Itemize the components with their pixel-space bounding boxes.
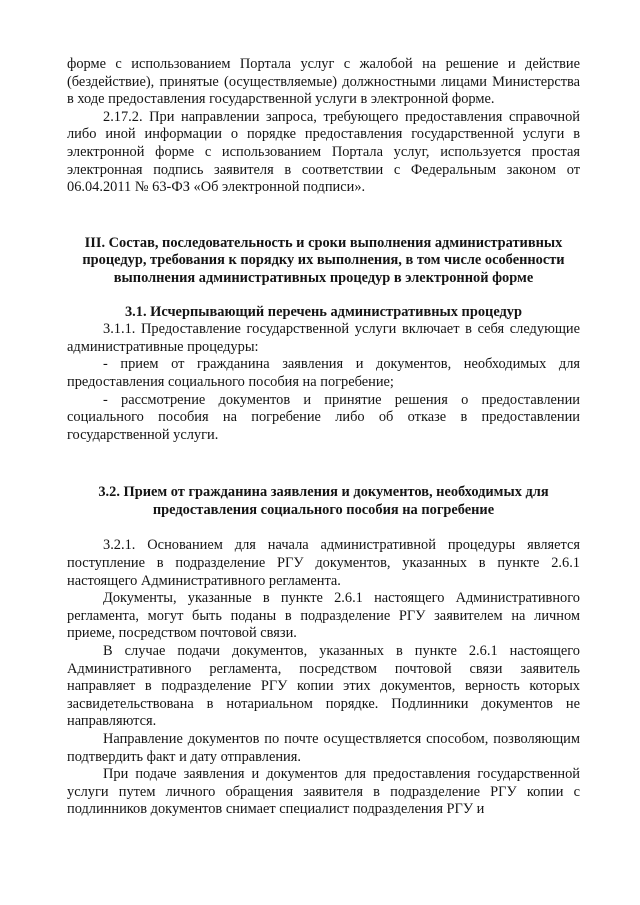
list-item-procedure-1: - прием от гражданина заявления и документов, необходимых для предоставления социального пособия на погребение; <box>67 356 580 390</box>
paragraph-postal-submission: В случае подачи документов, указанных в пункте 2.6.1 настоящего Административного регламента, посредством почтовой связи заявитель направляет в подразделение РГУ копии этих документов, верность которых засвидетельствована в нотариальном порядке. Подлинники документов не направляются. <box>67 643 580 730</box>
paragraph-documents-submission: Документы, указанные в пункте 2.6.1 настоящего Административного регламента, могут быть поданы в подразделение РГУ заявителем на личном приеме, посредством почтовой связи. <box>67 590 580 642</box>
paragraph-3-2-1: 3.2.1. Основанием для начала административной процедуры является поступление в подразделение РГУ документов, указанных в пункте 2.6.1 настоящего Административного регламента. <box>67 537 580 589</box>
list-item-procedure-2: - рассмотрение документов и принятие решения о предоставлении социального пособия на погребение либо об отказе в предоставлении государственной услуги. <box>67 391 580 443</box>
subsection-3-1-heading: 3.1. Исчерпывающий перечень административных процедур <box>124 303 523 320</box>
paragraph-postal-method: Направление документов по почте осуществляется способом, позволяющим подтвердить факт и дату отправления. <box>67 731 580 765</box>
paragraph-personal-submission: При подаче заявления и документов для предоставления государственной услуги путем личного обращения заявителя в подразделение РГУ копии с подлинников документов снимает специалист подразделения РГУ и <box>67 766 580 818</box>
document-page <box>67 56 580 819</box>
section-3-heading: III. Состав, последовательность и сроки выполнения административных процедур, требования к порядку их выполнения, в том числе особенности выполнения административных процедур в электронной форме <box>82 234 565 286</box>
paragraph-2-17-2: 2.17.2. При направлении запроса, требующего предоставления справочной либо иной информации о порядке предоставления государственной услуги в электронной форме с использованием Портала услуг, используется простая электронная подпись заявителя в соответствии с Федеральным законом от 06.04.2011 № 63-ФЗ «Об электронной подписи». <box>67 108 580 196</box>
paragraph-complaint-continuation: форме с использованием Портала услуг с жалобой на решение и действие (бездействие), принятые (осуществляемые) должностными лицами Министерства в ходе предоставления государственной услуги в электронной форме. <box>67 56 580 108</box>
subsection-3-2-heading: 3.2. Прием от гражданина заявления и документов, необходимых для предоставления социального пособия на погребение <box>98 484 549 518</box>
paragraph-3-1-1: 3.1.1. Предоставление государственной услуги включает в себя следующие административные процедуры: <box>67 321 580 355</box>
